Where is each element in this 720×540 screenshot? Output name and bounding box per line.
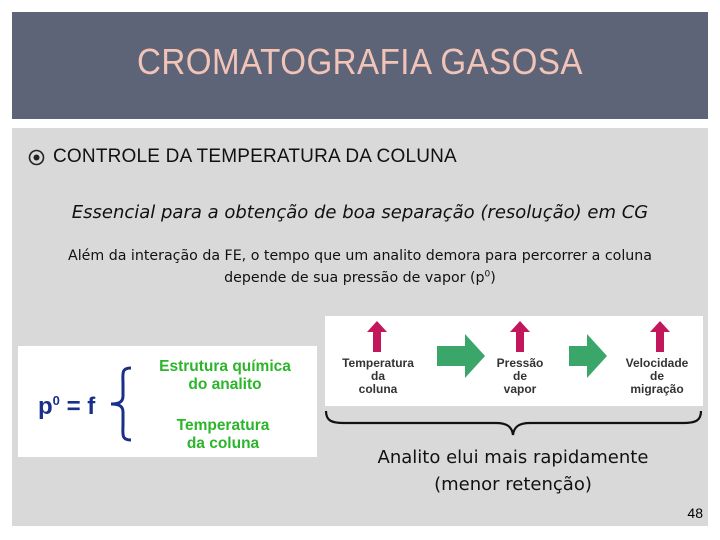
- label-temperature-line1: Temperatura: [176, 417, 270, 434]
- target-bullet-icon: [28, 149, 45, 166]
- flow-step-velocity: [612, 357, 702, 396]
- result-line2: (menor retenção): [434, 474, 592, 495]
- label-temperature-line2: da coluna: [186, 435, 260, 452]
- label-temperature: [158, 417, 288, 453]
- arrow-up-icon: [367, 321, 387, 352]
- arrow-up-icon: [510, 321, 530, 352]
- label-structure-line1: Estrutura química: [159, 358, 291, 375]
- flow-step1-line2: da: [370, 369, 385, 383]
- flow-step-temperature: [328, 357, 428, 396]
- flow-step3-line1: Velocidade: [625, 356, 689, 370]
- flow-step1-line1: Temperatura: [342, 356, 414, 370]
- label-structure-line2: do analito: [188, 376, 262, 393]
- arrow-right-icon: [569, 334, 607, 378]
- flow-step3-line3: migração: [630, 382, 684, 396]
- formula-base: p: [38, 393, 53, 420]
- body-text: [36, 245, 684, 289]
- subtitle-text: Essencial para a obtenção de boa separação (resolução) em CG: [71, 202, 649, 223]
- flow-step2-line3: vapor: [503, 382, 537, 396]
- result-text: [330, 444, 696, 498]
- flow-step2-line1: Pressão: [496, 356, 544, 370]
- arrow-up-icon: [650, 321, 670, 352]
- flow-step1-line3: coluna: [358, 382, 398, 396]
- formula-rest: = f: [59, 393, 96, 420]
- result-line1: Analito elui mais rapidamente: [377, 447, 649, 468]
- flow-step-pressure: [478, 357, 562, 396]
- title-bar: [12, 12, 708, 119]
- flow-step2-line2: de: [512, 369, 527, 383]
- body-line-2-pre: depende de sua pressão de vapor (p: [224, 270, 485, 286]
- body-line-1: Além da interação da FE, o tempo que um analito demora para percorrer a coluna: [67, 248, 652, 264]
- formula-sup: 0: [52, 393, 60, 408]
- body-line-2-sup: 0: [484, 269, 491, 280]
- bullet-text: CONTROLE DA TEMPERATURA DA COLUNA: [53, 146, 457, 167]
- page-number: 48: [687, 505, 703, 521]
- slide-title: CROMATOGRAFIA GASOSA: [137, 41, 583, 82]
- body-line-2-post: ): [490, 270, 496, 286]
- formula: [38, 393, 95, 421]
- bullet-heading: [28, 146, 457, 168]
- curly-brace-icon: [322, 409, 705, 439]
- flow-step3-line2: de: [649, 369, 664, 383]
- curly-brace-icon: [103, 364, 143, 444]
- label-structure: [150, 358, 300, 394]
